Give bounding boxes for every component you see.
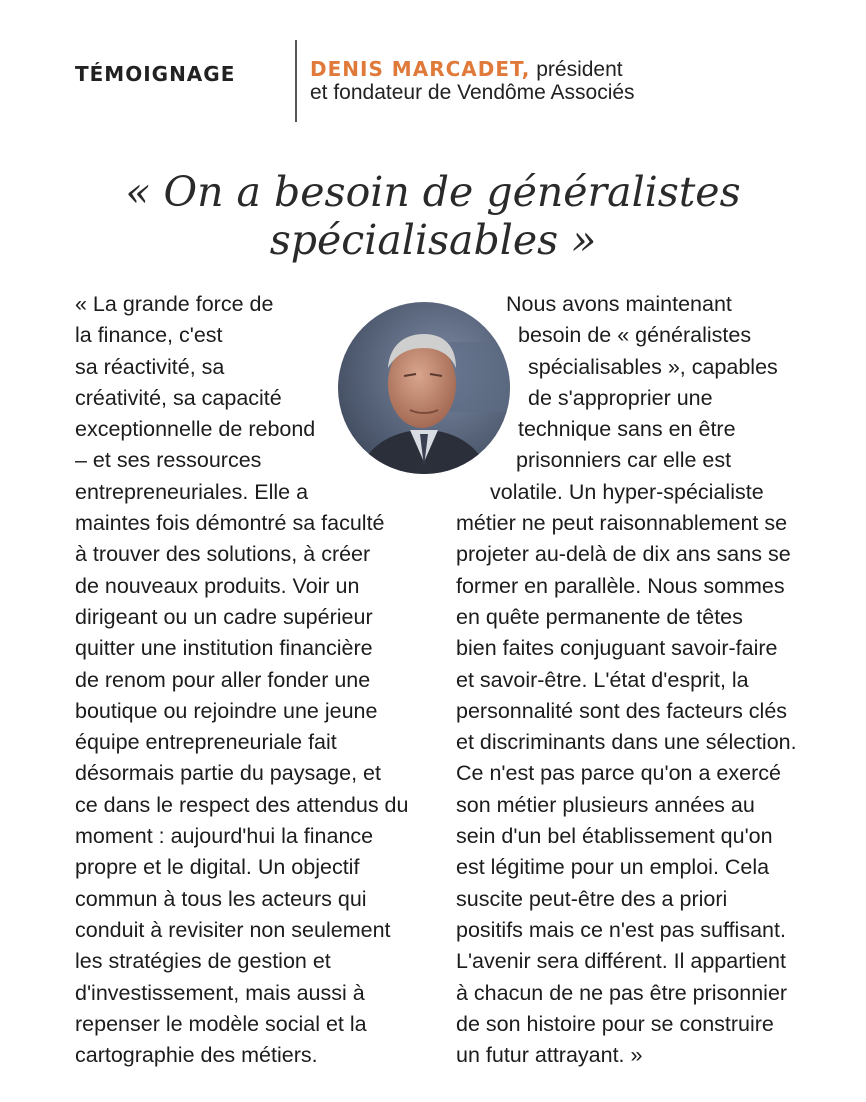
body-line: équipe entrepreneuriale fait [75,730,337,755]
body-line: à chacun de ne pas être prisonnier [456,980,788,1005]
body-line: un futur attrayant. » [456,1043,643,1068]
body-line: moment : aujourd'hui la finance [75,824,374,849]
body-line: former en parallèle. Nous sommes [456,573,785,598]
body-line: sein d'un bel établissement qu'on [456,824,773,849]
body-line: boutique ou rejoindre une jeune [75,698,378,723]
body-column-right [456,289,796,1071]
body-line: dirigeant ou un cadre supérieur [75,604,373,629]
body-line: à trouver des solutions, à créer [75,542,371,567]
body-line: volatile. Un hyper-spécialiste [490,479,764,504]
body-line: technique sans en être [518,417,736,442]
body-line: de nouveaux produits. Voir un [75,573,360,598]
header-divider [295,40,297,122]
headline-line1: « On a besoin de généralistes [125,168,741,216]
body-line: cartographie des métiers. [75,1043,318,1068]
body-line: personnalité sont des facteurs clés [456,698,788,723]
body-line: en quête permanente de têtes [456,604,743,629]
headline [60,168,806,264]
body-line: ce dans le respect des attendus du [75,792,409,817]
body-line: de renom pour aller fonder une [75,667,371,692]
body-line: projeter au-delà de dix ans sans se [456,542,791,567]
headline-line2: spécialisables » [269,216,597,264]
body-line: entrepreneuriales. Elle a [75,479,309,504]
body-line: de s'approprier une [528,385,713,410]
body-line: Ce n'est pas parce qu'on a exercé [456,761,781,786]
body-line: d'investissement, mais aussi à [75,980,365,1005]
body-line: bien faites conjuguant savoir-faire [456,636,778,661]
body-line: et savoir-être. L'état d'esprit, la [456,667,749,692]
author-role-line1: président [530,58,623,81]
body-line: positifs mais ce n'est pas suffisant. [456,917,786,942]
body-line: son métier plusieurs années au [456,792,755,817]
body-line: conduit à revisiter non seulement [75,917,391,942]
author-role-line2: et fondateur de Vendôme Associés [310,81,635,104]
body-line: suscite peut-être des a priori [456,886,728,911]
section-label: TÉMOIGNAGE [75,62,236,86]
body-column-left [75,289,445,1071]
body-line: besoin de « généralistes [518,323,752,348]
body-line: et discriminants dans une sélection. [456,730,797,755]
body-line: commun à tous les acteurs qui [75,886,367,911]
body-line: la finance, c'est [75,323,223,348]
author-byline [310,58,635,104]
body-line: prisonniers car elle est [516,448,732,473]
body-line: désormais partie du paysage, et [75,761,381,786]
body-line: L'avenir sera différent. Il appartient [456,949,786,974]
body-line: exceptionnelle de rebond [75,417,316,442]
body-line: maintes fois démontré sa faculté [75,511,385,536]
body-line: sa réactivité, sa [75,354,225,379]
body-line: spécialisables », capables [528,354,778,379]
body-line: de son histoire pour se construire [456,1011,774,1036]
body-line: repenser le modèle social et la [75,1011,367,1036]
body-line: propre et le digital. Un objectif [75,855,360,880]
author-name: DENIS MARCADET, [310,57,531,81]
body-line: les stratégies de gestion et [75,949,331,974]
body-line: est légitime pour un emploi. Cela [456,855,770,880]
body-line: quitter une institution financière [75,636,373,661]
body-line: créativité, sa capacité [75,385,282,410]
body-line: « La grande force de [75,292,274,316]
body-line: – et ses ressources [75,448,262,473]
body-line: Nous avons maintenant [506,292,732,316]
body-line: métier ne peut raisonnablement se [456,511,788,536]
